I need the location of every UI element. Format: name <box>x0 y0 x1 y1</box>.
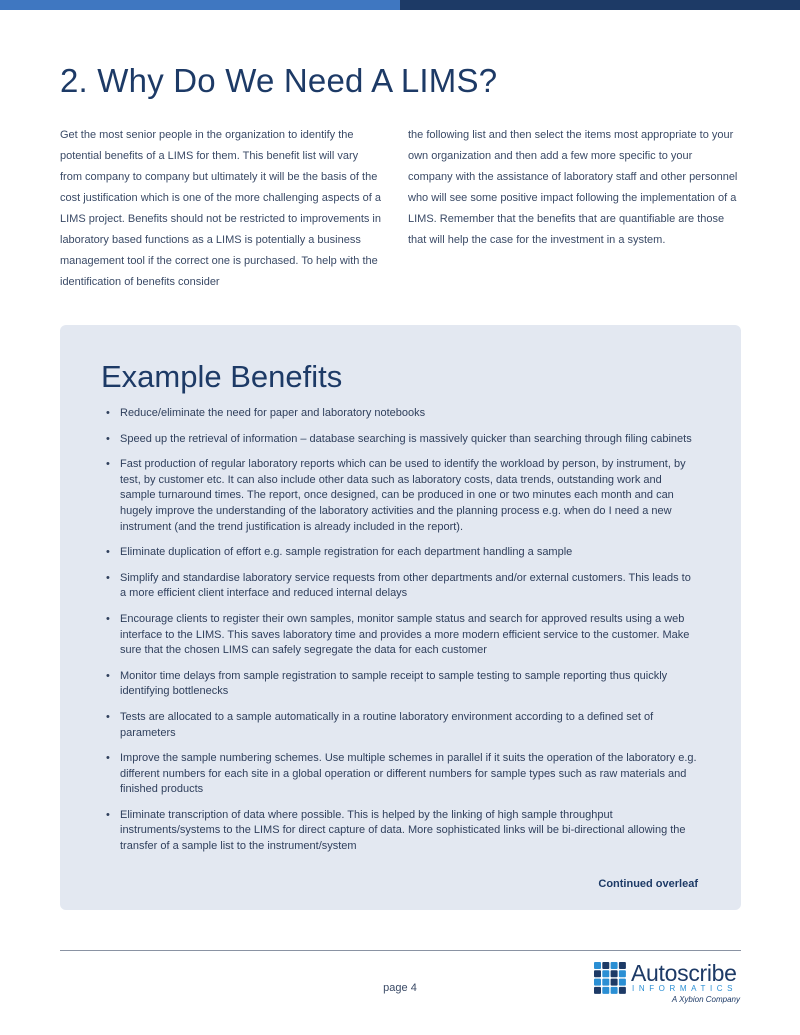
benefit-text: Eliminate transcription of data where possible. This is helped by the linking of high sample throughput instruments/systems to the LIMS for direct capture of data. More sophisticated links will be bi-directional allowing the transfer of a sample list to the instrument/system <box>120 808 686 853</box>
autoscribe-logo <box>594 962 744 1008</box>
benefit-item <box>106 406 700 422</box>
benefit-item <box>106 545 700 561</box>
logo-subtitle: INFORMATICS <box>632 984 738 993</box>
bullet-icon: • <box>106 407 110 419</box>
logo-mark-square <box>619 962 626 969</box>
bullet-icon: • <box>106 752 110 765</box>
benefit-text: Reduce/eliminate the need for paper and laboratory notebooks <box>120 407 426 419</box>
bullet-icon: • <box>106 571 110 584</box>
logo-name: Autoscribe <box>631 960 737 986</box>
benefits-list <box>106 406 700 865</box>
logo-mark-square <box>611 979 618 986</box>
logo-mark-icon <box>594 962 627 995</box>
benefit-text: Eliminate duplication of effort e.g. sample registration for each department handling a sample <box>120 546 573 559</box>
logo-mark-square <box>594 987 601 994</box>
example-benefits-panel <box>60 325 741 910</box>
logo-mark-square <box>611 970 618 977</box>
benefit-text: Fast production of regular laboratory reports which can be used to identify the workload by person, by instrument, by test, by customer etc. It can also include other data such as laboratory costs, data trends, outstanding work and sample turnaround times. The report, once designed, can be produced in one or two minutes each month and can hugely improve the understanding of the laboratory activities and the planning process e.g. when do I need a new instrument (and the trend justification is already included in the report). <box>120 458 686 533</box>
logo-mark-square <box>594 979 601 986</box>
top-color-bar <box>0 0 800 10</box>
benefits-title: Example Benefits <box>101 359 343 394</box>
logo-mark-square <box>611 987 618 994</box>
logo-mark-square <box>619 979 626 986</box>
logo-mark-square <box>602 979 609 986</box>
page-title: 2. Why Do We Need A LIMS? <box>60 62 498 99</box>
bullet-icon: • <box>106 808 110 821</box>
intro-paragraph-column-1: Get the most senior people in the organization to identify the potential benefits of a LIMS for them. This benefit list will vary from company to company but ultimately it will be the basis of the cost justification which is one of the more challenging aspects of a LIMS project. Benefits should not be restricted to improvements in laboratory based functions as a LIMS is potentially a business management tool if the correct one is purchased. To help with the identification of benefits consider <box>60 129 382 288</box>
benefit-text: Monitor time delays from sample registration to sample receipt to sample testing to sample reporting thus quickly identifying bottlenecks <box>120 669 668 698</box>
benefit-text: Improve the sample numbering schemes. Use multiple schemes in parallel if it suits the operation of the laboratory e.g. different numbers for each site in a global operation or different numbers for sample types such as raw materials and finished products <box>120 752 697 796</box>
continued-overleaf-note: Continued overleaf <box>598 878 698 890</box>
intro-paragraph-column-2: the following list and then select the items most appropriate to your own organization and then add a few more specific to your company with the assistance of laboratory staff and other personnel who will see some positive impact following the implementation of a LIMS. Remember that the benefits that are quantifiable are those that will help the case for the investment in a system. <box>408 129 738 246</box>
bullet-icon: • <box>106 546 110 559</box>
logo-mark-square <box>594 970 601 977</box>
benefit-item <box>106 808 700 855</box>
bullet-icon: • <box>106 612 110 625</box>
top-bar-light-segment <box>0 0 400 10</box>
page-number: page 4 <box>383 982 417 994</box>
logo-mark-square <box>594 962 601 969</box>
logo-mark-square <box>602 970 609 977</box>
benefit-item <box>106 751 700 798</box>
benefit-item <box>106 710 700 741</box>
bullet-icon: • <box>106 669 110 682</box>
benefit-item <box>106 457 700 535</box>
bullet-icon: • <box>106 432 110 445</box>
logo-mark-square <box>619 987 626 994</box>
logo-tagline: A Xybion Company <box>671 995 740 1004</box>
benefit-text: Speed up the retrieval of information – database searching is massively quicker than searching through filing cabinets <box>120 432 692 445</box>
benefit-item <box>106 432 700 448</box>
logo-mark-square <box>611 962 618 969</box>
benefit-item <box>106 669 700 700</box>
benefit-text: Tests are allocated to a sample automatically in a routine laboratory environment according to a defined set of parameters <box>120 710 654 739</box>
benefit-item <box>106 612 700 659</box>
benefit-text: Simplify and standardise laboratory service requests from other departments and/or external customers. This leads to a more efficient client interface and reduced internal delays <box>120 571 691 600</box>
bullet-icon: • <box>106 710 110 723</box>
benefit-text: Encourage clients to register their own samples, monitor sample status and search for approved results using a web interface to the LIMS. This saves laboratory time and provides a more modern efficient service to the customer. Make sure that the chosen LIMS can safely segregate the data for each customer <box>120 612 690 657</box>
logo-mark-square <box>602 987 609 994</box>
logo-mark-square <box>602 962 609 969</box>
logo-mark-square <box>619 970 626 977</box>
footer-divider <box>60 950 741 951</box>
bullet-icon: • <box>106 458 110 471</box>
benefit-item <box>106 571 700 602</box>
top-bar-dark-segment <box>400 0 800 10</box>
